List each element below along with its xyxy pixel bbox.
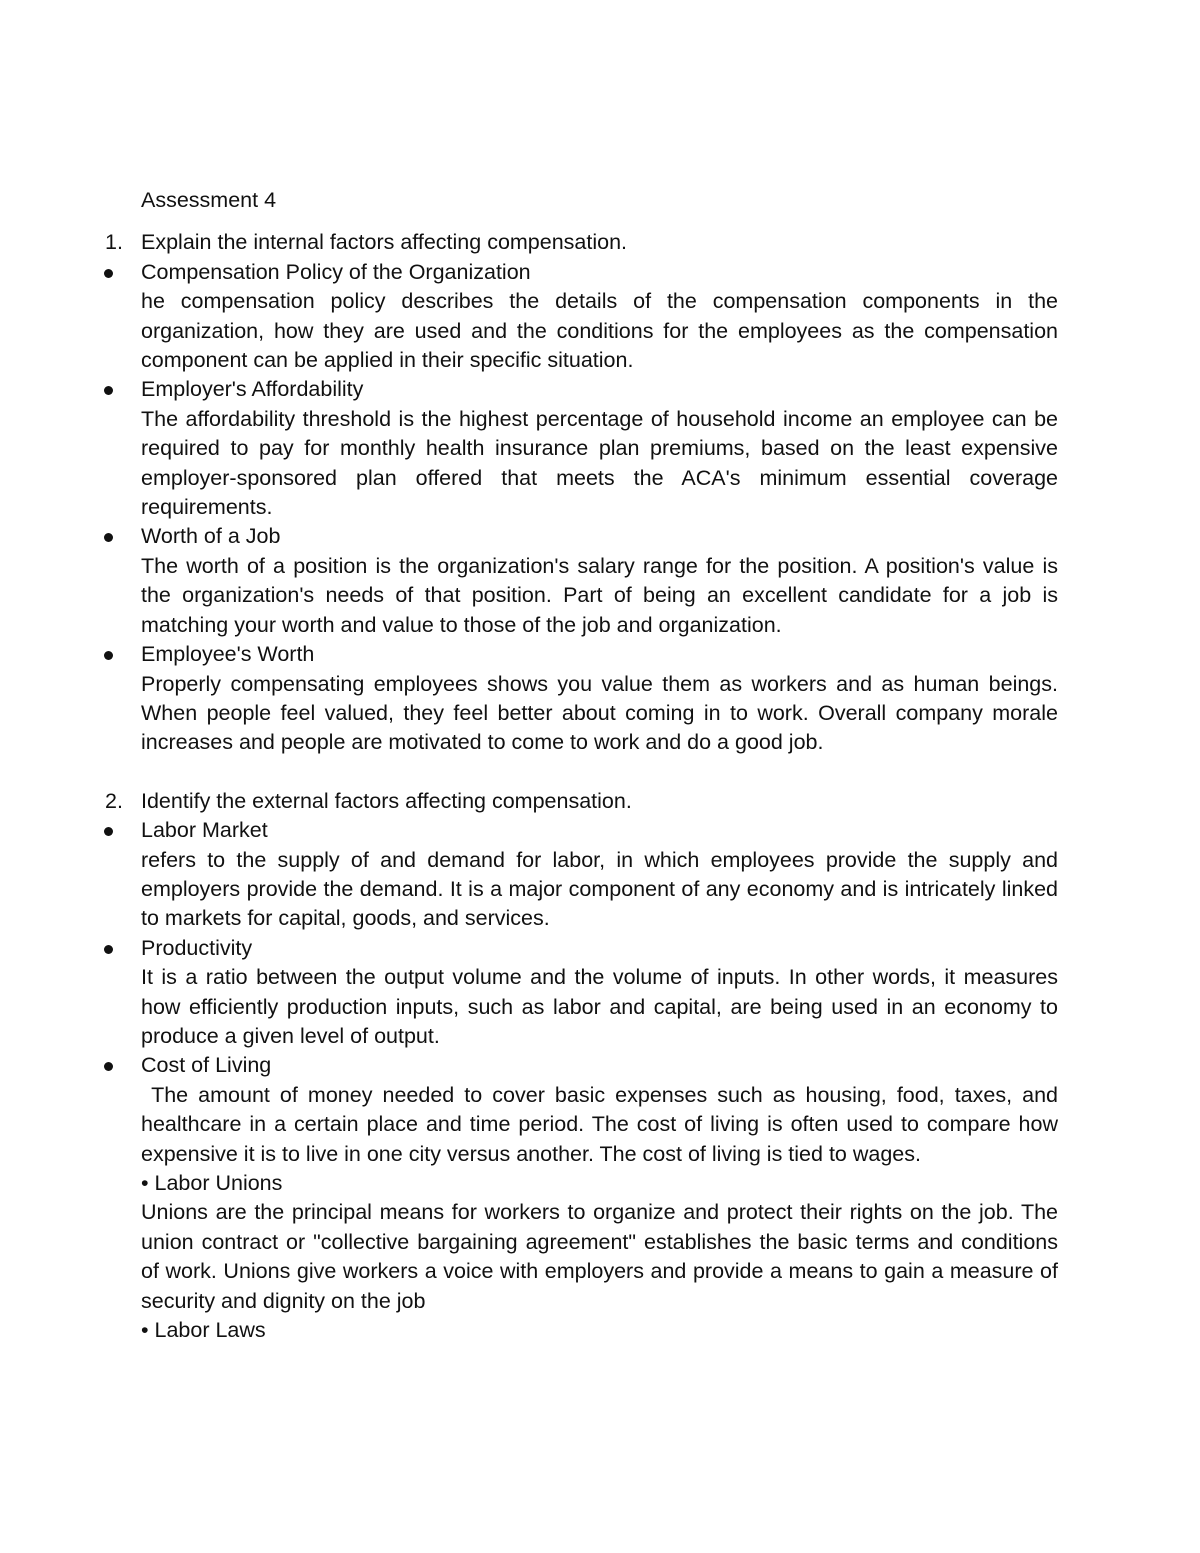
assessment-title: Assessment 4 (141, 188, 277, 212)
bullet-heading: Employee's Worth (141, 642, 315, 667)
question-2-number: 2. (105, 788, 123, 813)
bullet-heading: Compensation Policy of the Organization (141, 259, 531, 284)
bullet-body: Unions are the principal means for workers to organize and protect their rights on the job. The union contract or "collective bargaining agreement" establishes the basic terms and conditions of work. Unions give workers a voice with employers and provide a means to gain a measure of security and dignity on the job (141, 1200, 1058, 1313)
bullet-icon (104, 269, 113, 278)
bullet-icon (104, 945, 113, 954)
bullet-icon (104, 533, 113, 542)
bullet-item-employees-worth (141, 640, 1058, 669)
bullet-item-employers-affordability (141, 375, 1058, 404)
inline-bullet-labor-unions: • Labor Unions (141, 1171, 283, 1195)
question-2 (105, 787, 1058, 816)
bullet-item-labor-market (141, 816, 1058, 845)
question-1-number: 1. (105, 230, 123, 255)
bullet-item-worth-of-a-job (141, 522, 1058, 551)
document-body (105, 186, 1064, 1345)
bullet-icon (104, 651, 113, 660)
bullet-body: The worth of a position is the organization's salary range for the position. A position's value is the organization's needs of that position. Part of being an excellent candidate for a job is matching your worth and value to those of the job and organization. (141, 553, 1058, 637)
question-1 (105, 228, 1058, 257)
bullet-heading: Productivity (141, 935, 253, 960)
spacer (141, 758, 1058, 787)
question-2-text: Identify the external factors affecting compensation. (141, 788, 632, 813)
bullet-heading: Labor Market (141, 818, 268, 843)
bullet-body: refers to the supply of and demand for labor, in which employees provide the supply and employers provide the demand. It is a major component of any economy and is intricately linked to markets for capital, goods, and services. (141, 847, 1058, 931)
bullet-item-compensation-policy (141, 258, 1058, 287)
bullet-body: The affordability threshold is the highest percentage of household income an employee can be required to pay for monthly health insurance plan premiums, based on the least expensive employer-sponsored plan offered that meets the ACA's minimum essential coverage requirements. (141, 406, 1058, 520)
bullet-item-cost-of-living (141, 1051, 1058, 1080)
bullet-icon (104, 827, 113, 836)
bullet-body: The amount of money needed to cover basic expenses such as housing, food, taxes, and healthcare in a certain place and time period. The cost of living is often used to compare how expensive it is to live in one city versus another. The cost of living is tied to wages. (141, 1082, 1064, 1166)
bullet-icon (104, 386, 113, 395)
bullet-icon (104, 1062, 113, 1071)
bullet-heading: Worth of a Job (141, 524, 281, 549)
bullet-item-productivity (141, 934, 1058, 963)
bullet-body: It is a ratio between the output volume and the volume of inputs. In other words, it measures how efficiently production inputs, such as labor and capital, are being used in an economy to produce a given level of output. (141, 965, 1058, 1048)
bullet-heading: Cost of Living (141, 1053, 272, 1078)
bullet-body: he compensation policy describes the details of the compensation components in the organization, how they are used and the conditions for the employees as the compensation component can be applied in their specific situation. (141, 289, 1058, 373)
bullet-heading: Employer's Affordability (141, 377, 364, 402)
question-1-text: Explain the internal factors affecting compensation. (141, 230, 628, 255)
bullet-body: Properly compensating employees shows you value them as workers and as human beings. When people feel valued, they feel better about coming in to work. Overall company morale increases and people are motivated to come to work and do a good job. (141, 671, 1058, 755)
inline-bullet-labor-laws: • Labor Laws (141, 1318, 266, 1343)
